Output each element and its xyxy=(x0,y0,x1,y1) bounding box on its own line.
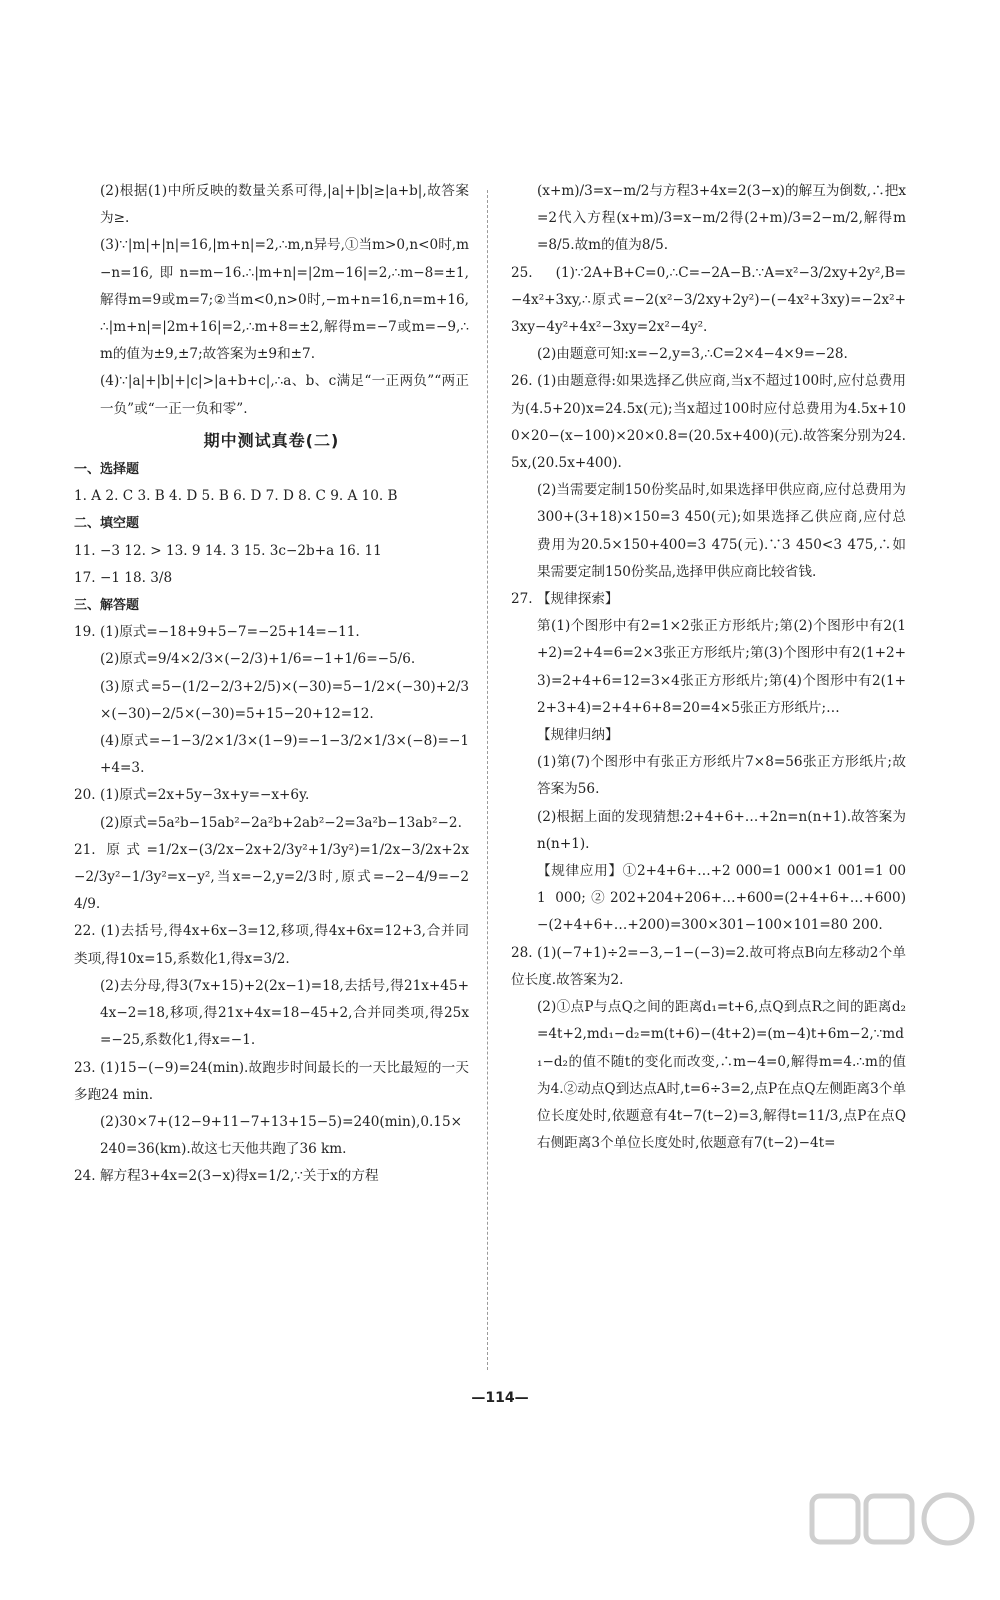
section-heading: 三、解答题 xyxy=(74,598,140,614)
answer-paragraph: 26. (1)由题意得:如果选择乙供应商,当x不超过100时,应付总费用为(4.5+20)x=24.5x(元);当x超过100时应付总费用为4.5x+100×20−(x−100)×20×0.8=(20.5x+400)(元).故答案分别为24.5x,(20.5x+400). xyxy=(511,373,907,472)
answer-paragraph: (1)第(7)个图形中有张正方形纸片7×8=56张正方形纸片;故答案为56. xyxy=(537,754,906,798)
section-heading: 二、填空题 xyxy=(74,516,140,532)
answer-paragraph: (2)30×7+(12−9+11−7+13+15−5)=240(min),0.15×240=36(km).故这七天他共跑了36 km. xyxy=(100,1113,462,1158)
answer-paragraph: 19. (1)原式=−18+9+5−7=−25+14=−11. xyxy=(74,624,360,641)
left-column xyxy=(74,178,469,1191)
watermark-logo xyxy=(808,1488,983,1588)
answer-paragraph: 20. (1)原式=2x+5y−3x+y=−x+6y. xyxy=(74,787,310,804)
answer-paragraph: 25. (1)∵2A+B+C=0,∴C=−2A−B.∵A=x²−3/2xy+2y²,B=−4x²+3xy,∴原式=−2(x²−3/2xy+2y²)−(−4x²+3xy)=−2x²+3xy−4y²+4x²−3xy=2x²−4y². xyxy=(511,264,906,336)
answer-paragraph: (3)∵|m|+|n|=16,|m+n|=2,∴m,n异号,①当m>0,n<0时,m−n=16,即n=m−16.∴|m+n|=|2m−16|=2,∴m−8=±1,解得m=9或m=7;②当m<0,n>0时,−m+n=16,n=m+16,∴|m+n|=|2m+16|=2,∴m+8=±2,解得m=−7或m=−9,∴m的值为±9,±7;故答案为±9和±7. xyxy=(100,237,469,363)
answer-paragraph: 21. 原式=1/2x−(3/2x−2x+2/3y²+1/3y²)=1/2x−3/2x+2x−2/3y²−1/3y²=x−y²,当x=−2,y=2/3时,原式=−2−4/9=−2 4/9. xyxy=(74,841,469,913)
answer-paragraph: (2)根据上面的发现猜想:2+4+6+…+2n=n(n+1).故答案为n(n+1). xyxy=(537,808,906,852)
column-divider xyxy=(487,190,488,1370)
answer-paragraph: (2)当需要定制150份奖品时,如果选择甲供应商,应付总费用为300+(3+18)×150=3 450(元);如果选择乙供应商,应付总费用为20.5×150+400=3 475(元).∵3 450<3 475,∴如果需要定制150份奖品,选择甲供应商比较省钱. xyxy=(537,482,906,580)
answer-paragraph: (2)原式=5a²b−15ab²−2a²b+2ab²−2=3a²b−13ab²−2. xyxy=(100,814,462,831)
answer-paragraph: (2)①点P与点Q之间的距离d₁=t+6,点Q到点R之间的距离d₂=4t+2,md₁−d₂=m(t+6)−(4t+2)=(m−4)t+6m−2,∵md₁−d₂的值不随t的变化而改变,∴m−4=0,解得m=4.∴m的值为4.②动点Q到达点A时,t=6÷3=2,点P在点Q左侧距离3个单位长度处时,依题意有4t−7(t−2)=3,解得t=11/3,点P在点Q右侧距离3个单位长度处时,依题意有7(t−2)−4t= xyxy=(537,999,906,1152)
answer-paragraph: 22. (1)去括号,得4x+6x−3=12,移项,得4x+6x=12+3,合并同类项,得10x=15,系数化1,得x=3/2. xyxy=(74,923,469,967)
page-number: —114— xyxy=(471,1390,529,1406)
answer-paragraph: 第(1)个图形中有2=1×2张正方形纸片;第(2)个图形中有2(1+2)=2+4=6=2×3张正方形纸片;第(3)个图形中有2(1+2+3)=2+4+6=12=3×4张正方形纸片;第(4)个图形中有2(1+2+3+4)=2+4+6+8=20=4×5张正方形纸片;… xyxy=(537,618,906,716)
answer-paragraph: (2)去分母,得3(7x+15)+2(2x−1)=18,去括号,得21x+45+4x−2=18,移项,得21x+4x=18−45+2,合并同类项,得25x=−25,系数化1,得x=−1. xyxy=(100,977,469,1049)
answer-paragraph: 28. (1)(−7+1)÷2=−3,−1−(−3)=2.故可将点B向左移动2个单位长度.故答案为2. xyxy=(511,944,906,988)
answer-paragraph: 17. −1 18. 3/8 xyxy=(74,569,173,586)
answer-paragraph: 11. −3 12. > 13. 9 14. 3 15. 3c−2b+a 16. 11 xyxy=(74,542,382,559)
answer-paragraph: 27. 【规律探索】 xyxy=(511,591,619,608)
right-column xyxy=(511,178,906,1157)
answer-paragraph: (3)原式=5−(1/2−2/3+2/5)×(−30)=5−1/2×(−30)+2/3×(−30)−2/5×(−30)=5+15−20+12=12. xyxy=(100,678,469,722)
answer-paragraph: 24. 解方程3+4x=2(3−x)得x=1/2,∵关于x的方程 xyxy=(74,1168,379,1185)
answer-paragraph: (2)根据(1)中所反映的数量关系可得,|a|+|b|≥|a+b|,故答案为≥. xyxy=(100,183,469,227)
answer-paragraph: 【规律归纳】 xyxy=(537,727,619,744)
answer-paragraph: (2)原式=9/4×2/3×(−2/3)+1/6=−1+1/6=−5/6. xyxy=(100,651,416,668)
answer-paragraph: (4)原式=−1−3/2×1/3×(1−9)=−1−3/2×1/3×(−8)=−1+4=3. xyxy=(100,733,469,777)
answer-paragraph: 1. A 2. C 3. B 4. D 5. B 6. D 7. D 8. C 9. A 10. B xyxy=(74,488,398,505)
answer-paragraph: (x+m)/3=x−m/2与方程3+4x=2(3−x)的解互为倒数,∴把x=2代入方程(x+m)/3=x−m/2得(2+m)/3=2−m/2,解得m=8/5.故m的值为8/5. xyxy=(537,183,906,254)
section-heading: 一、选择题 xyxy=(74,462,140,478)
answer-paragraph: (2)由题意可知:x=−2,y=3,∴C=2×4−4×9=−28. xyxy=(537,346,848,363)
section-title: 期中测试真卷(二) xyxy=(203,430,340,450)
answer-paragraph: 23. (1)15−(−9)=24(min).故跑步时间最长的一天比最短的一天多跑24 min. xyxy=(74,1059,469,1103)
answer-paragraph: 【规律应用】①2+4+6+…+2 000=1 000×1 001=1 001 000;②202+204+206+…+600=(2+4+6+…+600)−(2+4+6+…+200)=300×301−100×101=80 200. xyxy=(537,863,906,934)
answer-paragraph: (4)∵|a|+|b|+|c|>|a+b+c|,∴a、b、c满足“一正两负”“两正一负”或“一正一负和零”. xyxy=(100,373,469,417)
